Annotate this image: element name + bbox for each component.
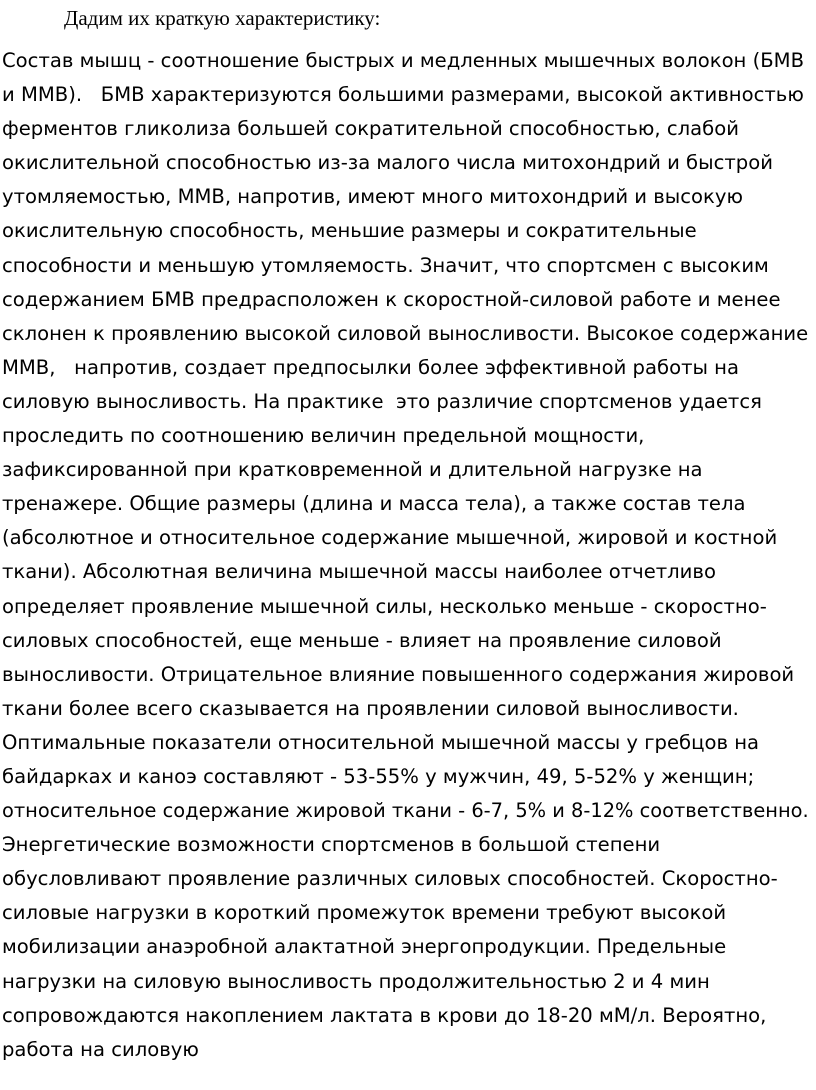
text-line: проследить по соотношению величин предельной мощности, [2,424,645,448]
text-line: окислительной способностью из-за малого числа митохондрий и быстрой [2,151,773,175]
text-line: мобилизации анаэробной алактатной энергопродукции. Предельные [2,935,727,959]
text-line: способности и меньшую утомляемость. Значит, что спортсмен с высоким [2,253,769,277]
text-line: тренажере. Общие размеры (длина и масса тела), а также состав тела [2,492,746,516]
text-line: силовых способностей, еще меньше - влияет на проявление силовой [2,628,722,652]
text-line: окислительную способность, меньшие размеры и сократительные [2,219,697,243]
text-line: Оптимальные показатели относительной мышечной массы у гребцов на [2,730,760,754]
text-line: нагрузки на силовую выносливость продолжительностью 2 и 4 мин [2,969,710,993]
text-line: Состав мышц - соотношение быстрых и медленных мышечных волокон (БМВ [2,49,805,72]
text-line: обусловливают проявление различных силовых способностей. Скоростно- [2,867,778,891]
text-line: склонен к проявлению высокой силовой выносливости. Высокое содержание [2,321,809,345]
text-line: зафиксированной при кратковременной и длительной нагрузке на [2,458,703,482]
text-line: силовые нагрузки в короткий промежуток времени требуют высокой [2,901,727,925]
text-line: байдарках и каноэ составляют - 53-55% у мужчин, 49, 5-52% у женщин; [2,764,755,788]
text-line: и ММВ). БМВ характеризуются большими размерами, высокой активностью [2,83,804,107]
text-line: определяет проявление мышечной силы, несколько меньше - скоростно- [2,594,767,618]
text-line: Энергетические возможности спортсменов в большой степени [2,833,661,857]
text-line: силовую выносливость. На практике это различие спортсменов удается [2,389,762,413]
text-line: ферментов гликолиза большей сократительной способностью, слабой [2,117,739,141]
text-line: содержанием БМВ предрасположен к скоростной-силовой работе и менее [2,287,781,311]
text-line: ткани). Абсолютная величина мышечной массы наиболее отчетливо [2,560,716,584]
text-line: относительное содержание жировой ткани - 6-7, 5% и 8-12% соответственно. [2,799,809,823]
text-line: утомляемостью, ММВ, напротив, имеют много митохондрий и высокую [2,185,743,209]
text-line: ММВ, напротив, создает предпосылки более эффективной работы на [2,355,739,379]
text-line: ткани более всего сказывается на проявлении силовой выносливости. [2,696,739,720]
text-line: (абсолютное и относительное содержание мышечной, жировой и костной [2,526,778,550]
text-line: сопровождаются накоплением лактата в крови до 18-20 мМ/л. Вероятно, [2,1003,767,1027]
document-heading: Дадим их краткую характеристику: [64,6,381,30]
text-line: выносливости. Отрицательное влияние повышенного содержания жировой [2,662,795,686]
document-body [2,44,814,1067]
text-line: работа на силовую [2,1037,199,1061]
